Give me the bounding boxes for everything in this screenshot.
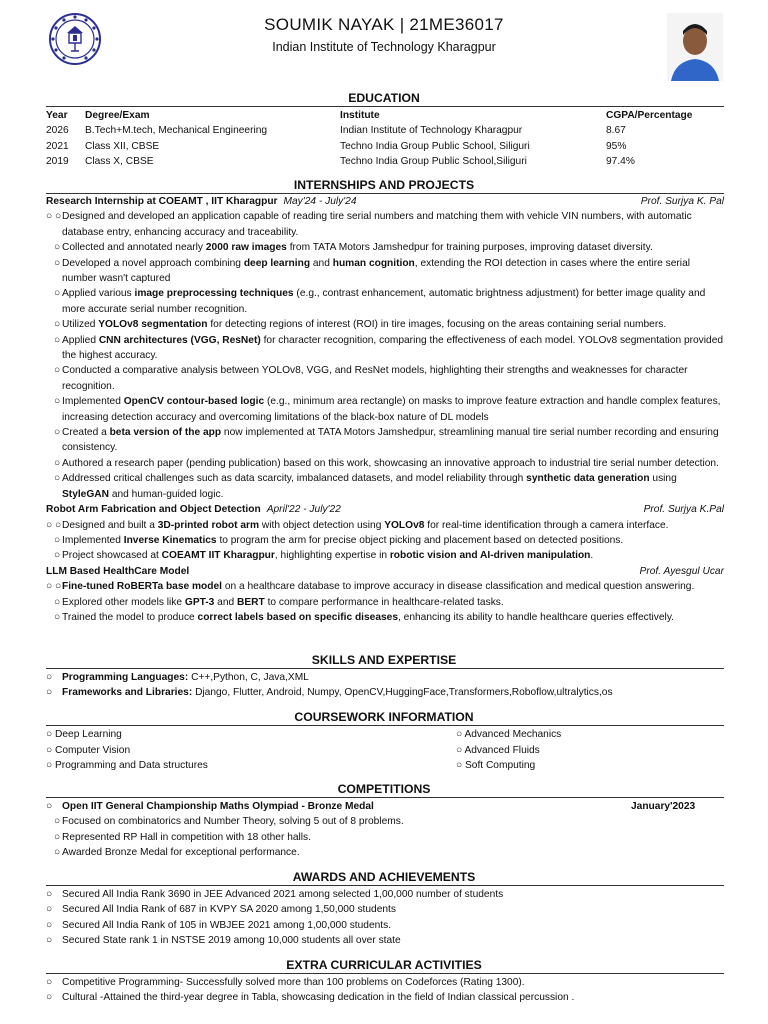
internships-section — [46, 194, 726, 625]
section-title-competitions: COMPETITIONS — [337, 782, 431, 796]
project-heading — [46, 194, 726, 209]
skills-section — [46, 670, 726, 701]
candidate-name: SOUMIK NAYAK | 21ME36017 — [264, 15, 504, 34]
list-item: ○ Awarded Bronze Medal for exceptional performance. — [54, 847, 300, 859]
project-title: Robot Arm Fabrication and Object Detection — [46, 504, 261, 516]
list-item: ○ Utilized YOLOv8 segmentation for detecting regions of interest (ROI) in tire images, focusing on the areas containing serial numbers. — [54, 319, 667, 331]
list-item: ○ Deep Learning — [46, 729, 122, 740]
competition-date: January'2023 — [631, 801, 696, 812]
list-row — [46, 743, 726, 759]
list-item: ○ Soft Computing — [456, 760, 536, 772]
competition-heading: ○ Open IIT General Championship Maths Olympiad - Bronze Medal January'2023 — [46, 799, 726, 814]
extra-curricular-section — [46, 975, 726, 1006]
list-item: ○ ○ Fine-tuned RoBERTa base model on a healthcare database to improve accuracy in disease classification and medical question answering. — [46, 581, 695, 593]
table-cell: Techno India Group Public School,Siliguri — [340, 156, 527, 168]
list-item: ○ Developed a novel approach combining deep learning and human cognition, extending the ROI detection in cases where the entire serial number wasn't captured — [54, 257, 690, 285]
list-item: ○ Implemented OpenCV contour-based logic (e.g., minimum area rectangle) on masks to improve feature extraction and handle complex features, increasing detection accuracy and overcoming limitations of the black-box nature of DL models — [54, 396, 721, 423]
table-cell: 8.67 — [606, 125, 626, 137]
column-header: Institute — [340, 110, 380, 121]
column-header: CGPA/Percentage — [606, 110, 693, 121]
list-item: ○ Addressed critical challenges such as data scarcity, imbalanced datasets, and model reliability through synthetic data generation using StyleGAN and human-guided logic. — [54, 473, 677, 500]
list-item: ○ Cultural -Attained the third-year degree in Tabla, showcasing dedication in the field of Indian classical percussion . — [46, 992, 575, 1004]
table-cell: Class X, CBSE — [85, 156, 154, 168]
list-item: ○ Competitive Programming- Successfully solved more than 100 problems on Codeforces (Rating 1300). — [46, 977, 525, 988]
project-date: May'24 - July'24 — [283, 196, 357, 207]
list-item: ○ Secured State rank 1 in NSTSE 2019 among 10,000 students all over state — [46, 935, 401, 947]
section-divider — [46, 797, 724, 798]
education-table — [46, 108, 736, 170]
list-item: ○ Conducted a comparative analysis between YOLOv8, VGG, and ResNet models, highlighting their strengths and weaknesses for character recognition. — [54, 365, 688, 392]
column-header: Year — [46, 110, 68, 121]
project-heading — [46, 564, 726, 579]
list-item: ○ ○ Designed and built a 3D-printed robot arm with object detection using YOLOv8 for real-time identification through a camera interface. — [46, 519, 669, 531]
section-title-skills: SKILLS AND EXPERTISE — [311, 653, 457, 667]
list-item: ○ Applied various image preprocessing techniques (e.g., contrast enhancement, automatic brightness adjustment) for better image quality and more accurate serial number recognition. — [54, 288, 706, 315]
list-row — [46, 727, 726, 743]
table-cell: Class XII, CBSE — [85, 140, 160, 152]
list-item: ○ Computer Vision — [46, 744, 131, 756]
list-item: ○ Frameworks and Libraries: Django, Flutter, Android, Numpy, OpenCV,HuggingFace,Transformers,Roboflow,ultralytics,os — [46, 687, 613, 699]
table-row — [46, 123, 736, 138]
section-title-extra-curricular: EXTRA CURRICULAR ACTIVITIES — [286, 958, 482, 972]
section-divider — [46, 106, 724, 107]
section-title-internships: INTERNSHIPS AND PROJECTS — [293, 178, 475, 192]
list-item: ○ Advanced Mechanics — [456, 729, 562, 740]
list-item: ○ Collected and annotated nearly 2000 raw images from TATA Motors Jamshedpur for training purposes, improving dataset diversity. — [54, 242, 653, 254]
list-item: ○ Created a beta version of the app now implemented at TATA Motors Jamshedpur, streamlining manual tire serial number recording and ensuring consistency. — [54, 427, 719, 454]
list-item: ○ Implemented Inverse Kinematics to program the arm for precise object picking and placement based on detected positions. — [54, 534, 624, 546]
section-divider — [46, 885, 724, 886]
table-cell: 97.4% — [606, 156, 635, 168]
list-item: ○ Focused on combinatorics and Number Theory, solving 5 out of 8 problems. — [54, 816, 404, 828]
table-cell: 2021 — [46, 140, 69, 152]
project-supervisor: Prof. Ayesgul Ucar — [639, 565, 724, 577]
competitions-section — [46, 799, 726, 861]
section-title-coursework: COURSEWORK INFORMATION — [294, 710, 474, 724]
column-header: Degree/Exam — [85, 110, 150, 121]
list-item: ○ Programming Languages: C++,Python, C, Java,XML — [46, 672, 309, 683]
table-row — [46, 139, 736, 154]
table-cell: Indian Institute of Technology Kharagpur — [340, 125, 523, 137]
list-item: ○ Advanced Fluids — [456, 744, 540, 756]
project-heading — [46, 502, 726, 517]
list-item: ○ Authored a research paper (pending publication) based on this work, showcasing an innovative approach to industrial tire serial number detection. — [54, 457, 719, 469]
list-item: ○ Programming and Data structures — [46, 760, 208, 772]
list-item: ○ ○ Designed and developed an application capable of reading tire serial numbers and matching them with vehicle VIN numbers, with automatic database entry, enhancing accuracy and traceability. — [46, 211, 692, 238]
table-cell: Techno India Group Public School, Siliguri — [340, 140, 530, 152]
list-item: ○ Represented RP Hall in competition with 18 other halls. — [54, 831, 311, 843]
candidate-institute: Indian Institute of Technology Kharagpur — [272, 40, 496, 54]
project-supervisor: Prof. Surjya K.Pal — [643, 504, 724, 516]
section-title-awards: AWARDS AND ACHIEVEMENTS — [292, 870, 476, 884]
table-cell: B.Tech+M.tech, Mechanical Engineering — [85, 125, 268, 137]
list-item: ○ Applied CNN architectures (VGG, ResNet) for character recognition, comparing the effectiveness of each model. YOLOv8 segmentation provided the highest accuracy. — [54, 334, 724, 362]
coursework-list — [46, 727, 726, 774]
table-header-row — [46, 108, 736, 123]
list-row — [46, 758, 726, 774]
section-divider — [46, 725, 724, 726]
list-item: ○ Explored other models like GPT-3 and BERT to compare performance in healthcare-related tasks. — [54, 596, 504, 608]
section-divider — [46, 668, 724, 669]
awards-section — [46, 887, 726, 949]
list-item: ○ Project showcased at COEAMT IIT Kharagpur, highlighting expertise in robotic vision and AI-driven manipulation. — [54, 550, 594, 562]
project-title: LLM Based HealthCare Model — [46, 565, 190, 577]
list-item: ○ Trained the model to produce correct labels based on specific diseases, enhancing its ability to handle healthcare queries effectively. — [54, 611, 674, 623]
table-cell: 95% — [606, 140, 627, 152]
project-title: Research Internship at COEAMT , IIT Kharagpur — [46, 196, 278, 207]
table-cell: 2026 — [46, 125, 69, 137]
list-item: ○ Secured All India Rank 3690 in JEE Advanced 2021 among selected 1,00,000 number of students — [46, 889, 504, 900]
section-title-education: EDUCATION — [348, 91, 420, 105]
list-item: ○ Secured All India Rank of 687 in KVPY SA 2020 among 1,50,000 students — [46, 904, 396, 916]
table-row — [46, 154, 736, 169]
table-cell: 2019 — [46, 156, 69, 168]
project-date: April'22 - July'22 — [266, 504, 341, 516]
section-divider — [46, 973, 724, 974]
list-item: ○ Secured All India Rank of 105 in WBJEE 2021 among 1,00,000 students. — [46, 919, 392, 931]
project-supervisor: Prof. Surjya K. Pal — [640, 196, 724, 207]
